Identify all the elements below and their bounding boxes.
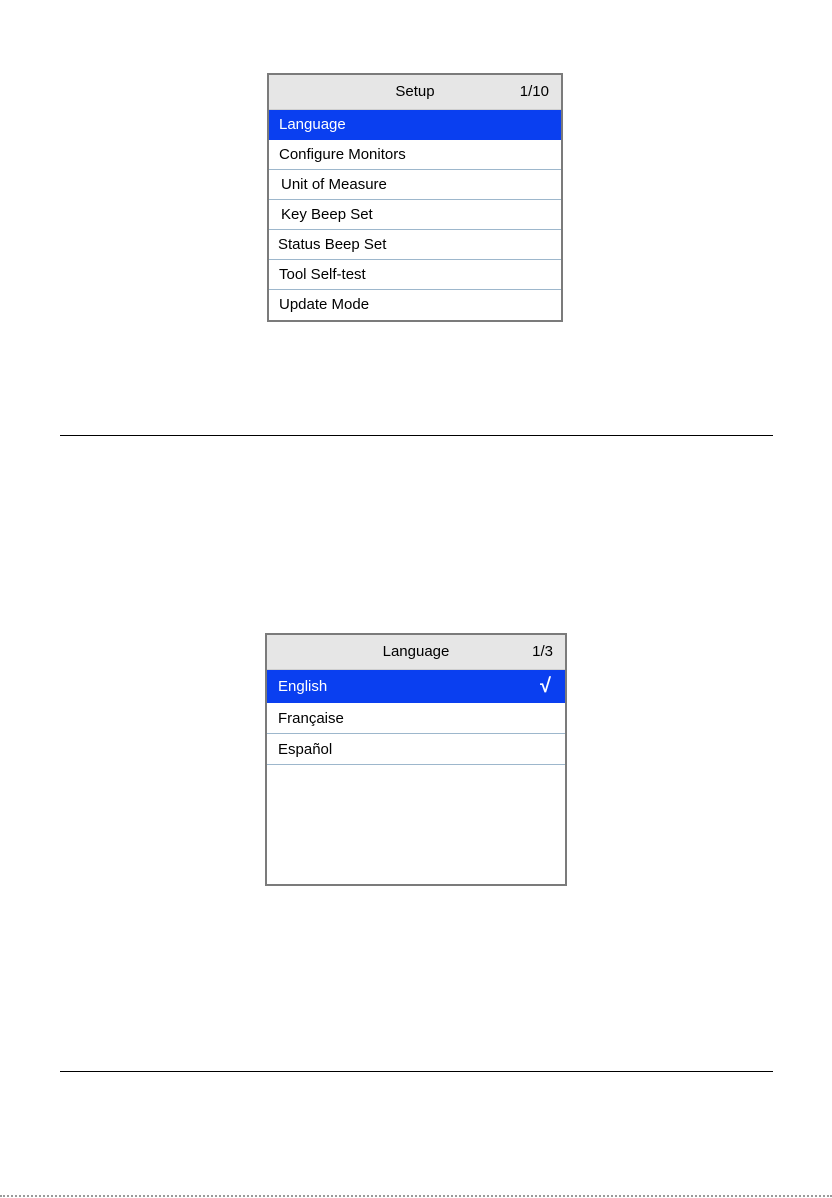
setup-menu-item-tool-self-test[interactable] (269, 260, 561, 290)
setup-menu-list (269, 110, 561, 320)
setup-menu-item-unit-of-measure[interactable] (269, 170, 561, 200)
check-mark-icon: √ (540, 675, 551, 697)
setup-menu-item-key-beep-set[interactable] (269, 200, 561, 230)
menu-item-label: English (278, 678, 328, 695)
menu-item-label: Française (278, 710, 344, 727)
menu-item-label: Español (278, 741, 333, 758)
menu-item-label: Update Mode (279, 296, 370, 313)
language-option-english[interactable] (267, 670, 565, 703)
section-divider (60, 1071, 773, 1072)
language-option-espanol[interactable] (267, 734, 565, 765)
menu-item-label: Language (279, 116, 346, 133)
menu-item-label: Tool Self-test (279, 266, 366, 283)
language-menu-list (267, 670, 565, 765)
menu-item-label: Unit of Measure (281, 176, 387, 193)
setup-page-indicator: 1/10 (519, 83, 549, 100)
menu-item-label: Status Beep Set (278, 236, 387, 253)
page-bottom-edge (0, 1195, 832, 1197)
setup-menu-item-configure-monitors[interactable] (269, 140, 561, 170)
language-option-francaise[interactable] (267, 703, 565, 734)
setup-title: Setup (395, 83, 435, 100)
language-title: Language (382, 643, 450, 660)
setup-title-bar (269, 75, 561, 110)
language-screen (265, 633, 567, 886)
section-divider (60, 435, 773, 436)
setup-menu-item-update-mode[interactable] (269, 290, 561, 320)
setup-menu-item-language[interactable] (269, 110, 561, 140)
menu-item-label: Configure Monitors (279, 146, 406, 163)
setup-menu-item-status-beep-set[interactable] (269, 230, 561, 260)
language-title-bar (267, 635, 565, 670)
language-page-indicator: 1/3 (532, 643, 553, 660)
menu-item-label: Key Beep Set (281, 206, 373, 223)
setup-screen (267, 73, 563, 322)
